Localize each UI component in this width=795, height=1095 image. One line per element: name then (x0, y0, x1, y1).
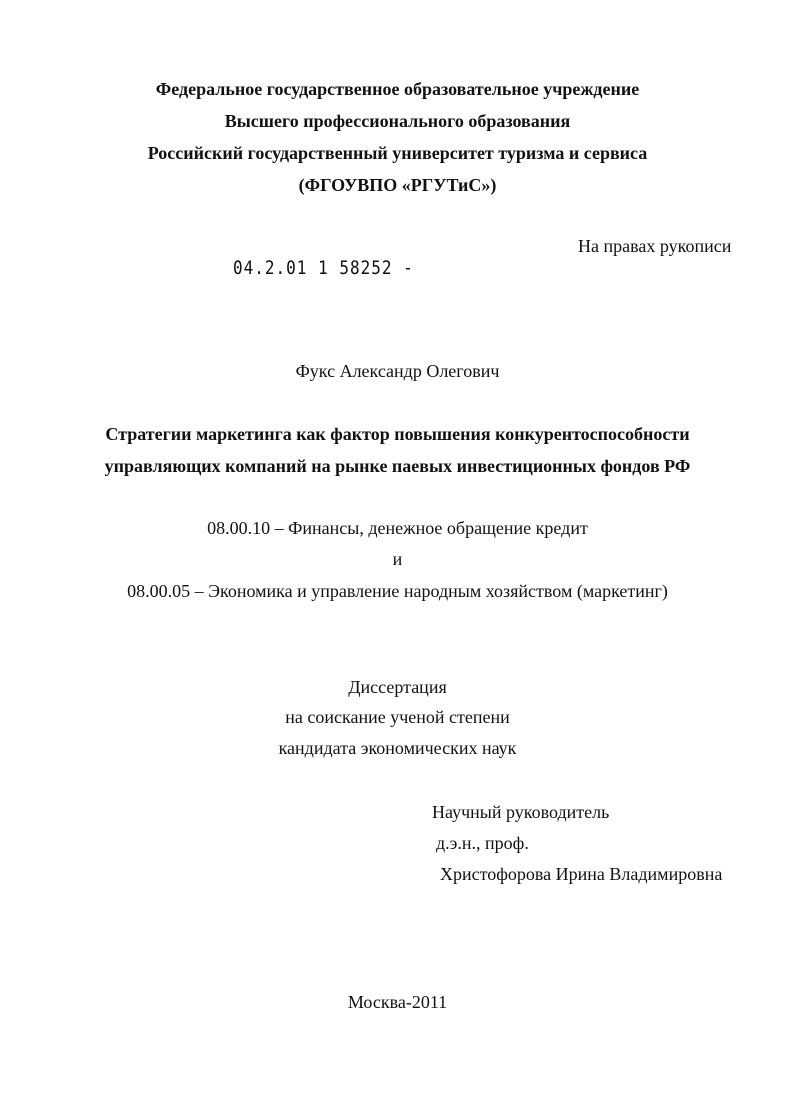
supervisor-label: Научный руководитель (432, 802, 610, 822)
author-name: Фукс Александр Олегович (295, 361, 500, 381)
institution-line-3: Российский государственный университет туризма и сервиса (147, 143, 648, 163)
institution-abbreviation: (ФГОУВПО «РГУТиС») (298, 175, 497, 195)
institution-line-2: Высшего профессионального образования (224, 111, 571, 131)
title-line-1: Стратегии маркетинга как фактор повышения конкурентоспособности (105, 424, 690, 444)
registration-stamp: 04.2.01 1 58252 - (233, 256, 414, 279)
supervisor-name: Христофорова Ирина Владимировна (440, 864, 723, 884)
specialty-1: 08.00.10 – Финансы, денежное обращение кредит (207, 518, 588, 538)
degree-line-3: кандидата экономических наук (278, 738, 517, 758)
city-year: Москва-2011 (347, 992, 448, 1012)
title-line-2: управляющих компаний на рынке паевых инвестиционных фондов РФ (104, 456, 691, 476)
institution-line-1: Федеральное государственное образовательное учреждение (155, 79, 640, 99)
rights-note: На правах рукописи (578, 236, 732, 256)
supervisor-credentials: д.э.н., проф. (436, 833, 529, 853)
specialty-conjunction: и (392, 549, 403, 569)
degree-line-1: Диссертация (348, 677, 447, 697)
degree-line-2: на соискание ученой степени (285, 707, 510, 727)
specialty-2: 08.00.05 – Экономика и управление народным хозяйством (маркетинг) (127, 581, 668, 601)
